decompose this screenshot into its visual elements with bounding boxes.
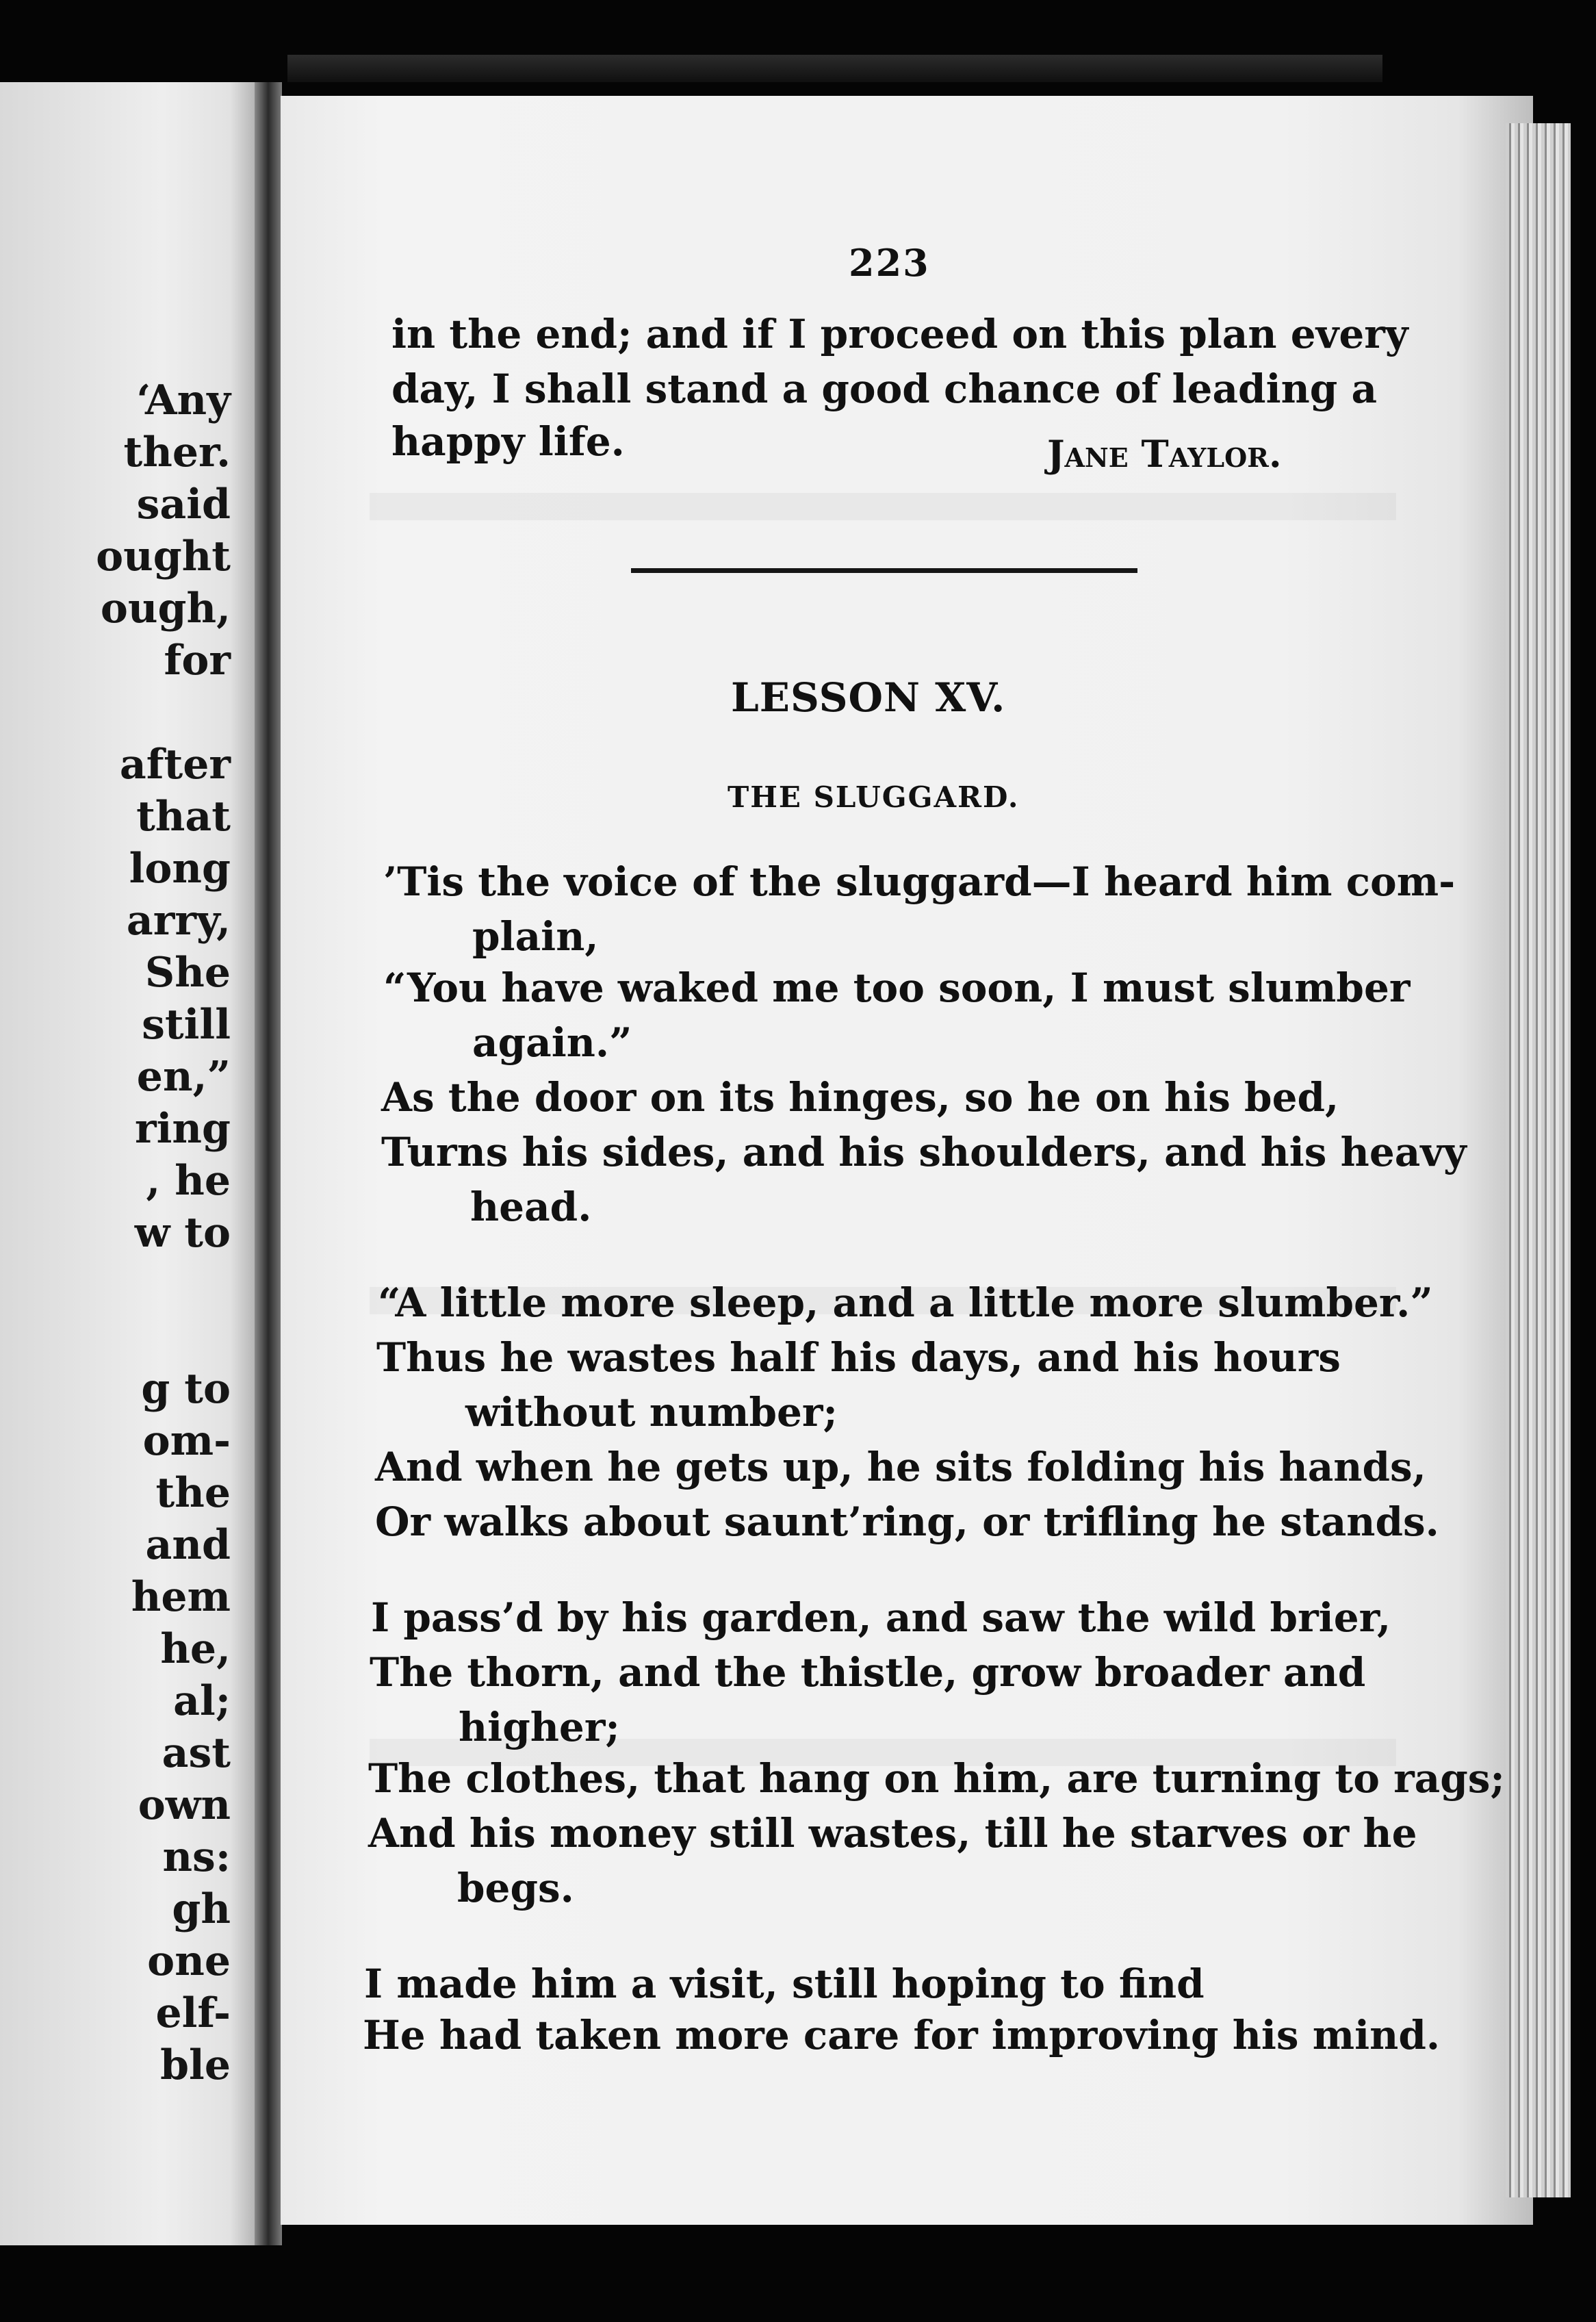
poem-line: The clothes, that hang on him, are turning to rags; bbox=[368, 1755, 1505, 1802]
left-page-line: al; bbox=[173, 1677, 231, 1725]
poem-line: The thorn, and the thistle, grow broader and bbox=[370, 1649, 1366, 1696]
continuation-line: in the end; and if I proceed on this plan every bbox=[391, 311, 1408, 357]
poem-line: Thus he wastes half his days, and his hours bbox=[376, 1334, 1341, 1381]
left-page-line: ought bbox=[96, 533, 231, 580]
show-through-ghost-text bbox=[370, 493, 1396, 520]
top-shadow-strip bbox=[287, 55, 1382, 82]
left-page-line: ring bbox=[135, 1105, 231, 1153]
poem-line: I made him a visit, still hoping to find bbox=[364, 1961, 1205, 2007]
left-page-line: said bbox=[136, 481, 231, 528]
left-page-line: ble bbox=[160, 2041, 231, 2089]
left-page-line: long bbox=[129, 845, 231, 893]
left-page-line: one bbox=[147, 1937, 231, 1985]
left-page-line: ast bbox=[162, 1729, 231, 1777]
left-page-line: elf- bbox=[155, 1989, 231, 2037]
poem-line: higher; bbox=[459, 1704, 620, 1750]
page-edge-stack bbox=[1506, 123, 1571, 2197]
left-page bbox=[0, 82, 270, 2245]
poem-line: “A little more sleep, and a little more slumber.” bbox=[378, 1279, 1433, 1326]
poem-line: plain, bbox=[472, 913, 599, 960]
left-page-line: own bbox=[138, 1781, 231, 1829]
poem-line: begs. bbox=[457, 1865, 574, 1911]
left-page-line: ‘Any bbox=[136, 377, 231, 424]
section-divider-rule bbox=[631, 568, 1137, 573]
poem-title: THE SLUGGARD. bbox=[728, 780, 1020, 814]
poem-line: I pass’d by his garden, and saw the wild brier, bbox=[371, 1594, 1391, 1641]
left-page-line: om- bbox=[142, 1417, 231, 1465]
page-number: 223 bbox=[849, 241, 930, 285]
left-page-line: , he bbox=[146, 1157, 231, 1205]
left-page-line: She bbox=[144, 949, 231, 997]
left-page-line: ns: bbox=[162, 1833, 231, 1881]
poem-line: ’Tis the voice of the sluggard—I heard him com- bbox=[383, 858, 1456, 905]
poem-line: “You have waked me too soon, I must slumber bbox=[383, 965, 1411, 1011]
left-page-line: w to bbox=[134, 1209, 231, 1257]
left-page-line: g to bbox=[141, 1365, 231, 1413]
poem-line: Or walks about saunt’ring, or trifling he stands. bbox=[375, 1498, 1439, 1545]
continuation-line: day, I shall stand a good chance of leading a bbox=[391, 366, 1378, 412]
left-page-line: the bbox=[155, 1469, 231, 1517]
left-page-line: for bbox=[164, 637, 231, 685]
poem-line: As the door on its hinges, so he on his bed, bbox=[381, 1074, 1339, 1121]
left-page-line: he, bbox=[160, 1625, 231, 1673]
book-gutter bbox=[255, 82, 282, 2245]
author-signature: Jane Taylor. bbox=[1047, 432, 1282, 476]
lesson-heading: LESSON XV. bbox=[731, 674, 1006, 721]
left-page-line: still bbox=[142, 1001, 231, 1049]
poem-line: And when he gets up, he sits folding his hands, bbox=[375, 1444, 1426, 1490]
poem-line: Turns his sides, and his shoulders, and his heavy bbox=[381, 1129, 1467, 1175]
left-page-line: that bbox=[136, 793, 231, 841]
poem-line: again.” bbox=[472, 1019, 632, 1066]
poem-line: And his money still wastes, till he starves or he bbox=[368, 1810, 1417, 1857]
poem-line: He had taken more care for improving his mind. bbox=[363, 2012, 1441, 2058]
left-page-line: after bbox=[119, 741, 231, 789]
left-page-line: hem bbox=[131, 1573, 231, 1621]
left-page-line: ough, bbox=[100, 585, 231, 633]
continuation-line: happy life. bbox=[391, 418, 625, 465]
left-page-line: arry, bbox=[126, 897, 231, 945]
poem-line: without number; bbox=[465, 1389, 838, 1436]
poem-line: head. bbox=[470, 1184, 592, 1230]
left-page-line: gh bbox=[172, 1885, 231, 1933]
left-page-line: and bbox=[145, 1521, 231, 1569]
left-page-line: en,” bbox=[136, 1053, 231, 1101]
left-page-line: ther. bbox=[123, 429, 231, 476]
